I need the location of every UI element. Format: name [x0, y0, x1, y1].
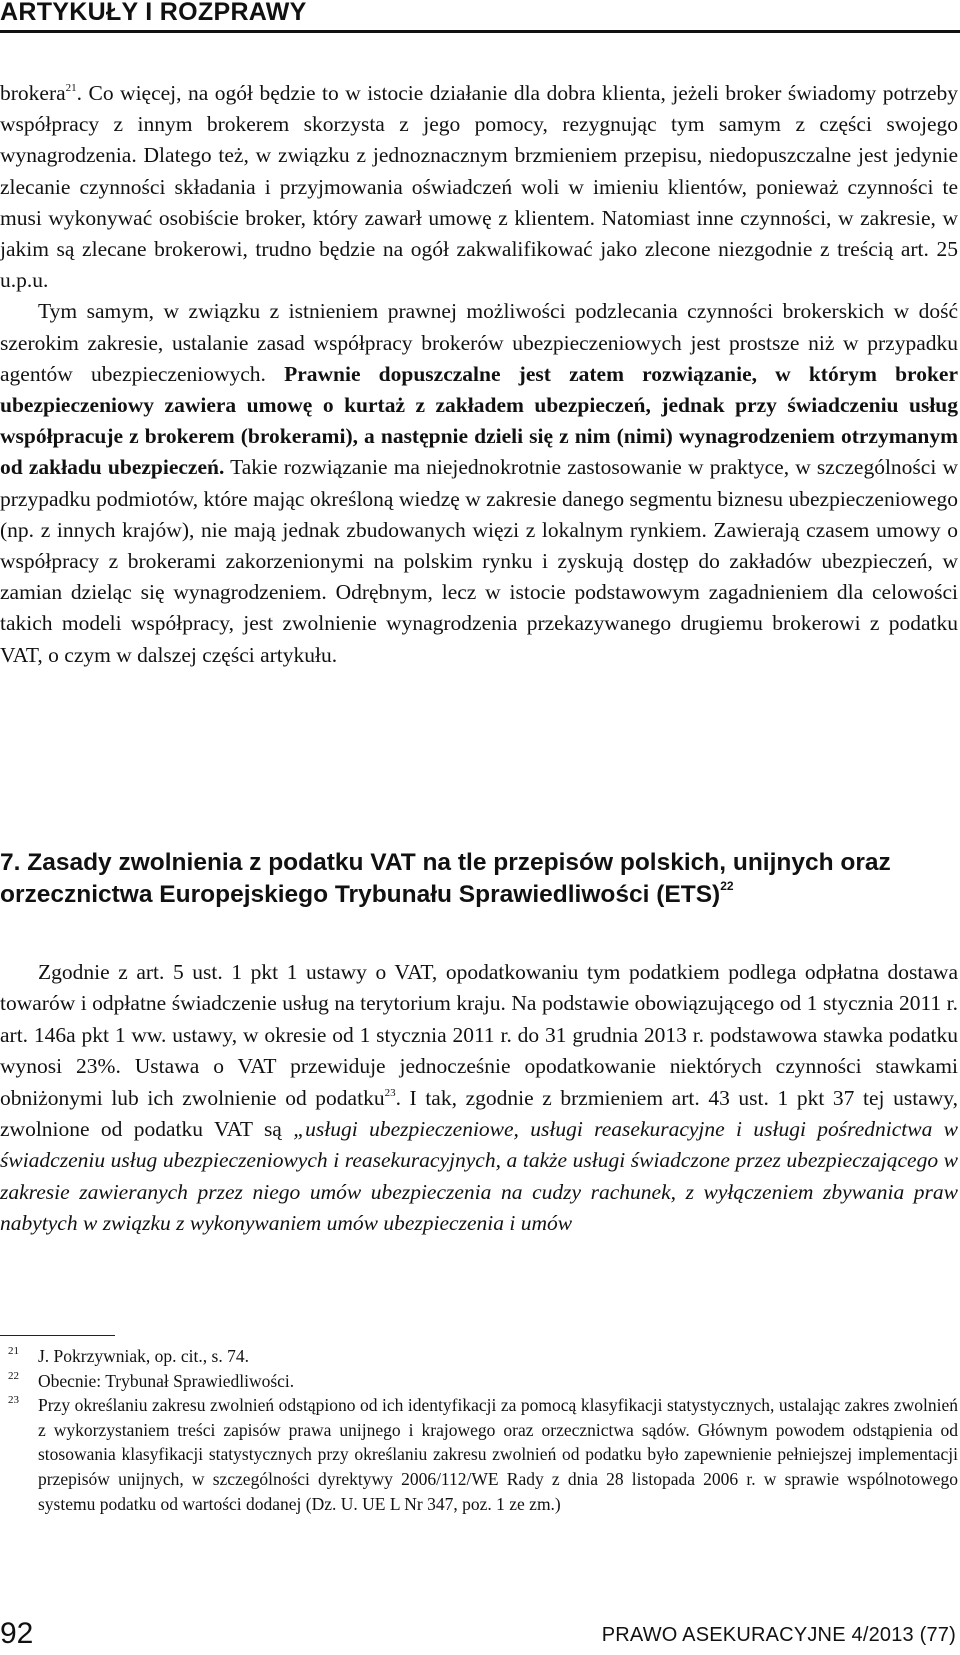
section-heading-text: 7. Zasady zwolnienia z podatku VAT na tle przepisów polskich, unijnych oraz orzecznictwa Europejskiego Trybunału Sprawiedliwości (ETS) — [0, 849, 891, 908]
paragraph-text: . Co więcej, na ogół będzie to w istocie działanie dla dobra klienta, jeżeli broker świadomy potrzeby współpracy z innym brokerem skorzysta z jego pomocy, rezygnując tym samym z części swojego wynagrodzenia. Dlatego też, w związku z jednoznacznym brzmieniem przepisu, niedopuszczalne jest jedynie zlecanie czynności składania i przyjmowania oświadczeń woli w imieniu klientów, ponieważ czynności te musi wykonywać osobiście broker, który zawarł umowę z klientem. Natomiast inne czynności, w zakresie, w jakim są zlecane brokerowi, trudno będzie na ogół zakwalifikować jako zlecone niezgodnie z treścią art. 25 u.p.u. — [0, 81, 958, 293]
paragraph-text: brokera — [0, 81, 66, 105]
footnote-divider — [0, 1335, 115, 1336]
paragraph-text: Takie rozwiązanie ma niejednokrotnie zastosowanie w praktyce, w szczególności w przypadku podmiotów, które mając określoną wiedzę w zakresie danego segmentu biznesu ubezpieczeniowego (np. z innych krajów), nie mają jednak zbudowanych więzi z lokalnym rynkiem. Zawierają czasem umowy o współpracy z brokerami zakorzenionymi na polskim rynku i zyskują dostęp do zakładów ubezpieczeń, w zamian dzieląc się wynagrodzeniem. Odrębnym, lecz w istocie podstawowym zagadnieniem dla celowości takich modeli współpracy, jest zwolnienie wynagrodzenia przekazywanego drugiemu brokerowi z podatku VAT, o czym w dalszej części artykułu. — [0, 455, 958, 667]
footnote — [0, 1344, 958, 1369]
paragraph-1 — [0, 78, 958, 296]
page-footer — [0, 1617, 960, 1655]
section-heading — [0, 847, 950, 911]
paragraph-text: Zgodnie z art. 5 ust. 1 pkt 1 ustawy o VAT, opodatkowaniu tym podatkiem podlega odpłatna dostawa towarów i odpłatne świadczenie usług na terytorium kraju. Na podstawie obowiązującego od 1 stycznia 2011 r. art. 146a pkt 1 ww. ustawy, w okresie od 1 stycznia 2011 r. do 31 grudnia 2013 r. podstawowa stawka podatku wynosi 23%. Ustawa o VAT przewiduje jednocześnie opodatkowanie niektórych czynności stawkami obniżonymi lub ich zwolnienie od podatku — [0, 960, 958, 1110]
footnote — [0, 1393, 958, 1516]
paragraph-3 — [0, 957, 958, 1240]
article-body — [0, 78, 958, 671]
footnote-ref-23: 23 — [384, 1086, 396, 1099]
legal-quote: „usługi ubezpieczeniowe, usługi reasekuracyjne i usługi pośrednictwa w świadczeniu usług ubezpieczeniowych i reasekuracyjnych, a także usługi świadczone przez ubezpieczającego w zakresie zawieranych przez niego umów ubezpieczenia na cudzy rachunek, z wyłączeniem zbywania praw nabytych w związku z wykonywaniem umów ubezpieczenia i umów — [0, 1117, 958, 1236]
footnote-number: 22 — [8, 1369, 19, 1382]
section-title: ARTYKUŁY I ROZPRAWY — [0, 0, 307, 26]
footnote-number: 23 — [8, 1394, 19, 1407]
running-header — [0, 0, 960, 40]
footnote-ref-21: 21 — [65, 82, 77, 94]
footnote — [0, 1369, 958, 1394]
page-number: 92 — [0, 1617, 34, 1650]
paragraph-2 — [0, 296, 958, 670]
paragraph-text: . I tak, zgodnie z brzmieniem art. 43 ust. 1 pkt 37 tej ustawy, zwolnione od podatku VAT są — [0, 1085, 959, 1142]
footnote-text: Przy określaniu zakresu zwolnień odstąpiono od ich identyfikacji za pomocą klasyfikacji statystycznych, ustalając zakres zwolnień z wykorzystaniem treści zapisów prawa unijnego i krajowego oraz orzecznictwa sądów. Głównym powodem odstąpienia od stosowania klasyfikacji statystycznych przy określaniu zakresu zwolnień od podatku było zapewnienie pełniejszej implementacji przepisów unijnych, w szczególności dyrektywy 2006/112/WE Rady z dnia 28 listopada 2006 r. w sprawie wspólnotowego systemu podatku od wartości dodanej (Dz. U. UE L Nr 347, poz. 1 ze zm.) — [38, 1395, 958, 1514]
footnote-number: 21 — [8, 1345, 19, 1357]
section-body — [0, 957, 958, 1240]
footnote-ref-22: 22 — [720, 879, 734, 893]
journal-name: PRAWO ASEKURACYJNE 4/2013 (77) — [601, 1624, 956, 1646]
paragraph-text: Tym samym, w związku z istnieniem prawnej możliwości podzlecania czynności brokerskich w dość szerokim zakresie, ustalanie zasad współpracy brokerów ubezpieczeniowych jest prostsze niż w przypadku agentów ubezpieczeniowych. — [0, 299, 958, 386]
footnotes — [0, 1344, 958, 1516]
footnote-text: J. Pokrzywniak, op. cit., s. 74. — [38, 1346, 249, 1366]
footnote-text: Obecnie: Trybunał Sprawiedliwości. — [38, 1370, 295, 1391]
header-rule — [0, 30, 960, 33]
bold-statement: Prawnie dopuszczalne jest zatem rozwiązanie, w którym broker ubezpieczeniowy zawiera umowę o kurtaż z zakładem ubezpieczeń, jednak przy świadczeniu usług współpracuje z brokerem (brokerami), a następnie dzieli się z nim (nimi) wynagrodzeniem otrzymanym od zakładu ubezpieczeń. — [0, 361, 958, 480]
